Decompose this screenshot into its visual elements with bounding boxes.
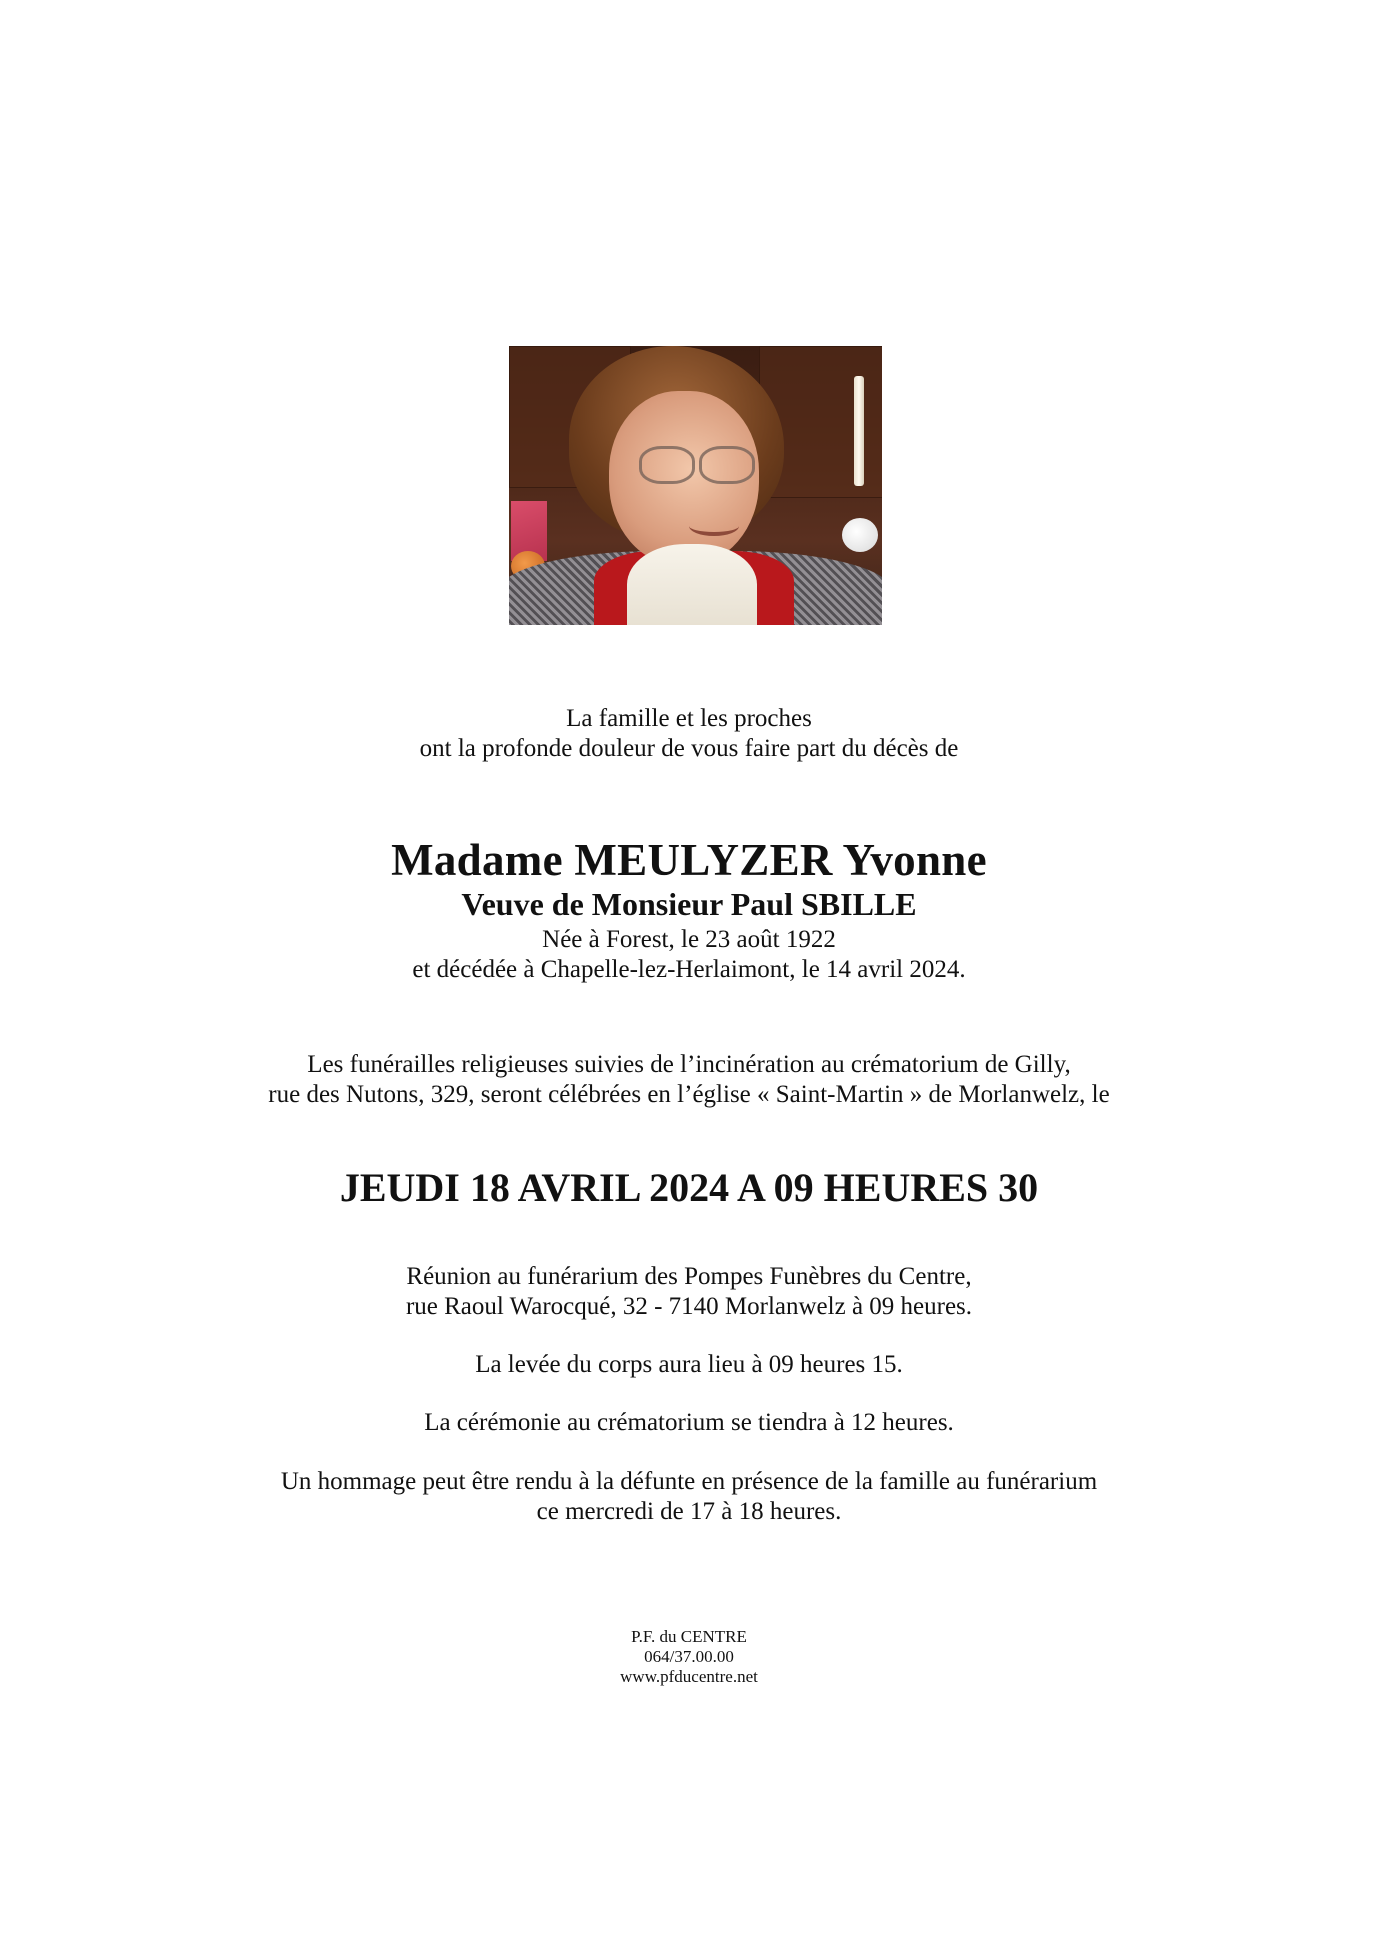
funeral-line-2: rue des Nutons, 329, seront célébrées en l’église « Saint-Martin » de Morlanwelz, le	[268, 1081, 1110, 1108]
levee-text: La levée du corps aura lieu à 09 heures 15.	[475, 1351, 903, 1378]
tribute-line-2: ce mercredi de 17 à 18 heures.	[536, 1498, 842, 1525]
intro-line-1: La famille et les proches	[566, 705, 812, 732]
tribute-text	[0, 1467, 1378, 1527]
intro-text	[0, 704, 1378, 764]
tribute-line-1: Un hommage peut être rendu à la défunte en présence de la famille au funérarium	[280, 1468, 1098, 1495]
spouse-line: Veuve de Monsieur Paul SBILLE	[461, 886, 917, 922]
footer-block	[0, 1627, 1378, 1687]
meeting-line-1: Réunion au funérarium des Pompes Funèbres du Centre,	[406, 1263, 972, 1290]
birth-line: Née à Forest, le 23 août 1922	[542, 926, 836, 953]
death-line: et décédée à Chapelle-lez-Herlaimont, le 14 avril 2024.	[412, 956, 966, 983]
meeting-line-2: rue Raoul Warocqué, 32 - 7140 Morlanwelz à 09 heures.	[405, 1293, 973, 1320]
funeral-line-1: Les funérailles religieuses suivies de l’incinération au crématorium de Gilly,	[307, 1051, 1071, 1078]
intro-line-2: ont la profonde douleur de vous faire part du décès de	[419, 735, 959, 762]
footer-website: www.pfducentre.net	[620, 1667, 758, 1686]
footer-company: P.F. du CENTRE	[631, 1627, 747, 1646]
deceased-name: Madame MEULYZER Yvonne	[391, 835, 987, 885]
funeral-datetime: JEUDI 18 AVRIL 2024 A 09 HEURES 30	[339, 1165, 1039, 1210]
portrait-photo	[509, 346, 882, 625]
birth-death-text	[0, 925, 1378, 985]
ceremony-text: La cérémonie au crématorium se tiendra à 12 heures.	[424, 1409, 954, 1436]
meeting-text	[0, 1262, 1378, 1322]
footer-phone: 064/37.00.00	[644, 1647, 734, 1666]
funeral-text	[0, 1050, 1378, 1110]
